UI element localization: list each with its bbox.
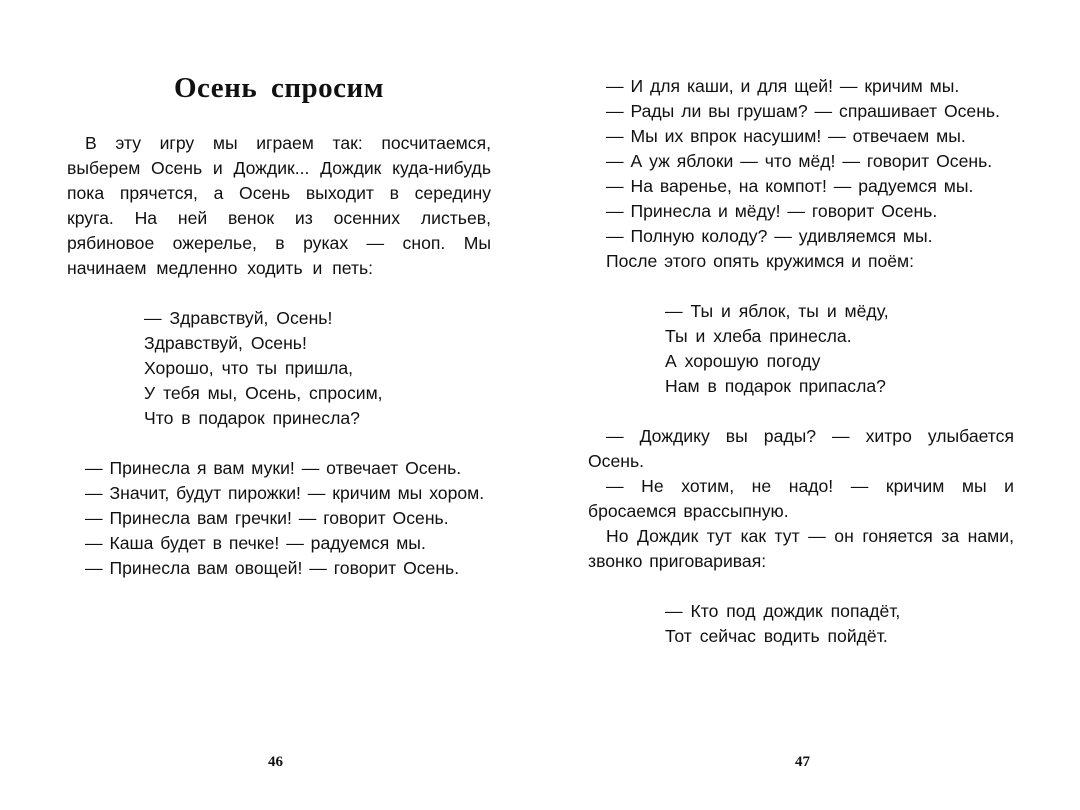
dialogue-line: После этого опять кружимся и поём: — [606, 251, 915, 271]
dialogue-line: — И для каши, и для щей! — кричим мы. — [606, 76, 960, 96]
dialogue-line: — А уж яблоки — что мёд! — говорит Осень. — [606, 151, 993, 171]
verse-gifts — [588, 299, 1014, 399]
intro-paragraph: В эту игру мы играем так: посчитаемся, выберем Осень и Дождик... Дождик куда-нибудь пока прячется, а Осень выходит в середину круга. На ней венок из осенних листьев, рябиновое ожерелье, в руках — сноп. Мы начинаем медленно ходить и петь: — [67, 133, 491, 278]
verse-line: У тебя мы, Осень, спросим, — [144, 383, 383, 403]
verse-line: — Ты и яблок, ты и мёду, — [665, 301, 889, 321]
verse-line: Ты и хлеба принесла. — [665, 326, 852, 346]
dialogue-line: — Принесла и мёду! — говорит Осень. — [606, 201, 938, 221]
verse-line: — Кто под дождик попадёт, — [665, 601, 901, 621]
left-body — [67, 131, 491, 581]
left-page — [67, 0, 491, 810]
dialogue-line: — Принесла я вам муки! — отвечает Осень. — [85, 458, 462, 478]
verse-line: Здравствуй, Осень! — [144, 333, 307, 353]
dialogue-line: — Дождику вы рады? — хитро улыбается Осень. — [588, 426, 1014, 471]
page-number-right: 47 — [795, 754, 810, 770]
dialogue-line: — Принесла вам гречки! — говорит Осень. — [85, 508, 449, 528]
dialogue-line: — Полную колоду? — удивляемся мы. — [606, 226, 933, 246]
verse-greeting — [67, 306, 491, 431]
dialogue-line: — Рады ли вы грушам? — спрашивает Осень. — [606, 101, 1000, 121]
chapter-title: Осень спросим — [174, 72, 384, 104]
verse-line: Тот сейчас водить пойдёт. — [665, 626, 888, 646]
right-page — [588, 0, 1014, 810]
dialogue-line: — Принесла вам овощей! — говорит Осень. — [85, 558, 460, 578]
dialogue-line: — На варенье, на компот! — радуемся мы. — [606, 176, 974, 196]
dialogue-line: — Мы их впрок насушим! — отвечаем мы. — [606, 126, 966, 146]
verse-line: А хорошую погоду — [665, 351, 821, 371]
dialogue-line: — Не хотим, не надо! — кричим мы и бросаемся врассыпную. — [588, 476, 1014, 521]
page-number-left: 46 — [268, 754, 283, 770]
verse-rain — [588, 599, 1014, 649]
dialogue-line: — Значит, будут пирожки! — кричим мы хором. — [85, 483, 485, 503]
dialogue-line: — Каша будет в печке! — радуемся мы. — [85, 533, 426, 553]
verse-line: Что в подарок принесла? — [144, 408, 360, 428]
verse-line: Нам в подарок припасла? — [665, 376, 886, 396]
verse-line: Хорошо, что ты пришла, — [144, 358, 354, 378]
right-body — [588, 74, 1014, 649]
dialogue-line: Но Дождик тут как тут — он гоняется за нами, звонко приговаривая: — [588, 526, 1014, 571]
verse-line: — Здравствуй, Осень! — [144, 308, 333, 328]
